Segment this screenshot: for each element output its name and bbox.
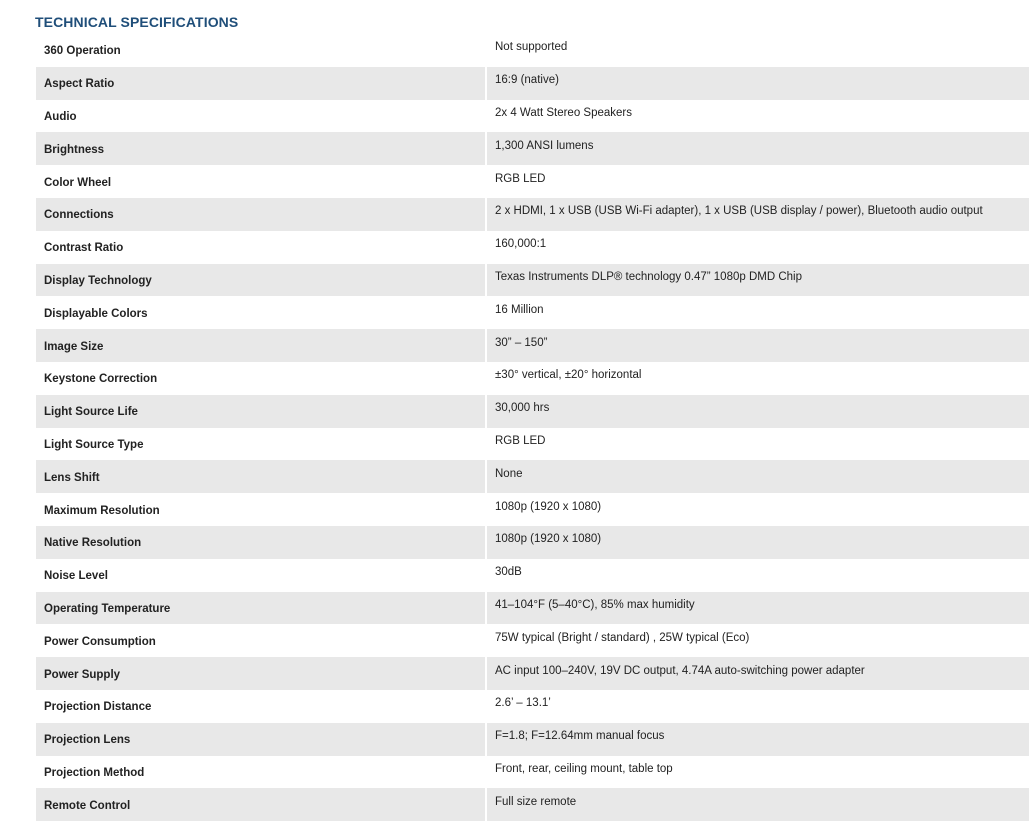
spec-label: Display Technology: [36, 264, 487, 297]
spec-value: None: [487, 460, 1029, 493]
spec-row: [36, 493, 1029, 526]
spec-label: Projection Method: [36, 756, 487, 789]
spec-label: Aspect Ratio: [36, 67, 487, 100]
spec-label: Lens Shift: [36, 460, 487, 493]
spec-value: 30,000 hrs: [487, 395, 1029, 428]
spec-value: AC input 100–240V, 19V DC output, 4.74A auto-switching power adapter: [487, 657, 1029, 690]
spec-row: [36, 624, 1029, 657]
spec-row: [36, 198, 1029, 231]
spec-row: [36, 296, 1029, 329]
spec-value: F=1.8; F=12.64mm manual focus: [487, 723, 1029, 756]
spec-row: [36, 428, 1029, 461]
spec-value: RGB LED: [495, 434, 546, 447]
spec-row: [36, 264, 1029, 297]
spec-label: 360 Operation: [36, 34, 487, 67]
spec-label: Remote Control: [36, 788, 487, 821]
spec-label: Light Source Life: [36, 395, 487, 428]
spec-label: Displayable Colors: [36, 296, 487, 329]
spec-row: [36, 723, 1029, 756]
spec-value: 30dB: [495, 566, 522, 579]
spec-value: 30” – 150”: [487, 329, 1029, 362]
spec-row: [36, 395, 1029, 428]
spec-row: [36, 100, 1029, 133]
spec-row: [36, 559, 1029, 592]
spec-row: [36, 460, 1029, 493]
spec-value: 75W typical (Bright / standard) , 25W typical (Eco): [495, 631, 750, 644]
spec-value: RGB LED: [495, 172, 546, 185]
spec-label: Color Wheel: [36, 165, 487, 198]
spec-label: Power Consumption: [36, 624, 487, 657]
spec-value: 16 Million: [495, 303, 544, 316]
spec-label: Contrast Ratio: [36, 231, 487, 264]
spec-label: Power Supply: [36, 657, 487, 690]
spec-row: [36, 526, 1029, 559]
spec-row: [36, 362, 1029, 395]
spec-value: 160,000:1: [495, 238, 547, 251]
spec-label: Noise Level: [36, 559, 487, 592]
spec-row: [36, 165, 1029, 198]
section-title: TECHNICAL SPECIFICATIONS: [35, 14, 239, 30]
spec-label: Light Source Type: [36, 428, 487, 461]
spec-value: 2 x HDMI, 1 x USB (USB Wi-Fi adapter), 1 x USB (USB display / power), Bluetooth audio output: [487, 198, 1029, 231]
spec-label: Maximum Resolution: [36, 493, 487, 526]
spec-label: Connections: [36, 198, 487, 231]
spec-value: 1080p (1920 x 1080): [495, 500, 602, 513]
spec-value: Texas Instruments DLP® technology 0.47” 1080p DMD Chip: [487, 264, 1029, 297]
spec-value: 2.6’ – 13.1’: [495, 697, 551, 710]
spec-row: [36, 657, 1029, 690]
spec-row: [36, 34, 1029, 67]
spec-row: [36, 756, 1029, 789]
spec-row: [36, 329, 1029, 362]
spec-row: [36, 231, 1029, 264]
spec-row: [36, 132, 1029, 165]
spec-row: [36, 690, 1029, 723]
spec-value: 1080p (1920 x 1080): [487, 526, 1029, 559]
spec-table: [36, 34, 1029, 821]
spec-label: Keystone Correction: [36, 362, 487, 395]
spec-label: Operating Temperature: [36, 592, 487, 625]
spec-value: 41–104°F (5–40°C), 85% max humidity: [487, 592, 1029, 625]
spec-value: 16:9 (native): [487, 67, 1029, 100]
spec-label: Audio: [36, 100, 487, 133]
spec-row: [36, 788, 1029, 821]
spec-value: 2x 4 Watt Stereo Speakers: [495, 106, 633, 119]
spec-label: Projection Distance: [36, 690, 487, 723]
spec-value: Front, rear, ceiling mount, table top: [495, 762, 673, 775]
spec-row: [36, 592, 1029, 625]
spec-table-body: [36, 34, 1029, 821]
spec-value: ±30° vertical, ±20° horizontal: [495, 369, 642, 382]
spec-label: Brightness: [36, 132, 487, 165]
spec-label: Image Size: [36, 329, 487, 362]
spec-label: Projection Lens: [36, 723, 487, 756]
spec-label: Native Resolution: [36, 526, 487, 559]
spec-value: Full size remote: [487, 788, 1029, 821]
spec-value: 1,300 ANSI lumens: [487, 132, 1029, 165]
spec-value: Not supported: [495, 41, 568, 54]
spec-row: [36, 67, 1029, 100]
